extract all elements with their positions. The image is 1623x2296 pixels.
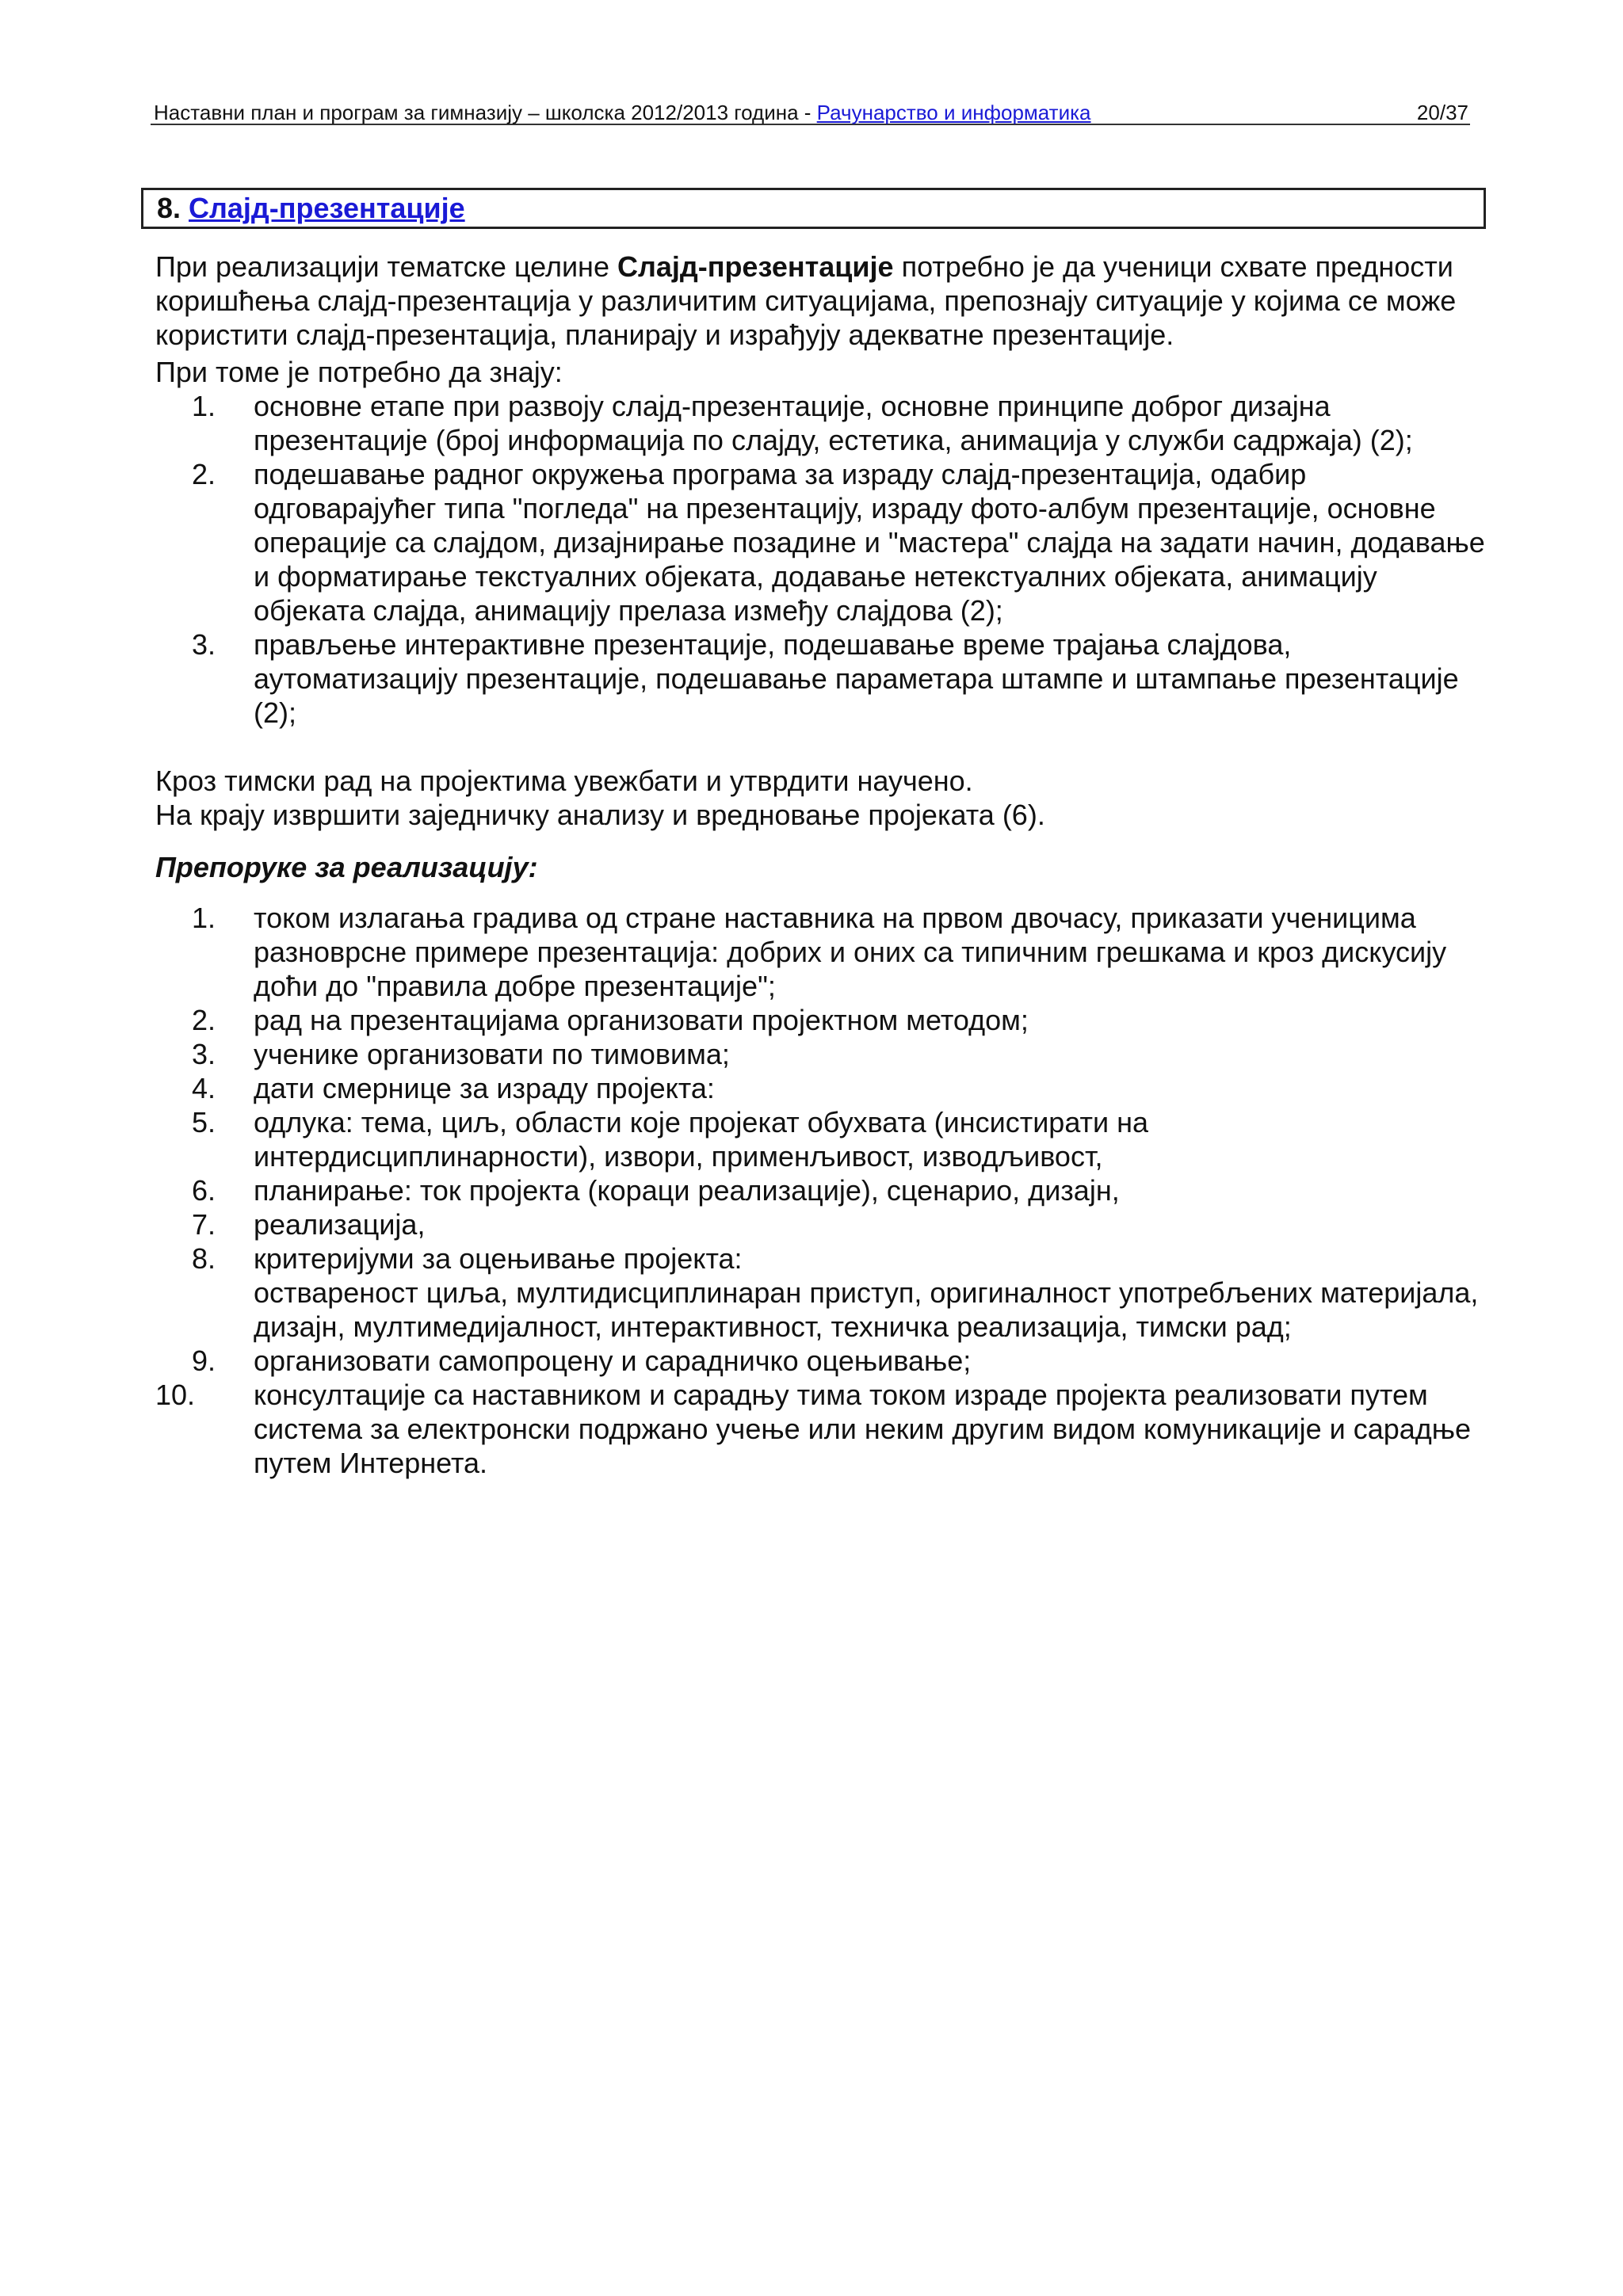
list-item bbox=[155, 457, 1487, 627]
list-text: дати смернице за израду пројекта: bbox=[254, 1072, 715, 1104]
list-number: 1. bbox=[192, 902, 216, 934]
knowledge-list bbox=[155, 389, 1487, 730]
list-text: организовати самопроцену и сарадничко оцењивање; bbox=[254, 1344, 972, 1377]
list-item bbox=[155, 901, 1487, 1003]
list-item bbox=[155, 1105, 1487, 1173]
header-subject-link[interactable]: Рачунарство и информатика bbox=[816, 101, 1091, 124]
closing-line-2: На крају извршити заједничку анализу и вредновање пројеката (6). bbox=[155, 799, 1045, 831]
header-title bbox=[154, 95, 1091, 130]
list-item bbox=[155, 627, 1487, 730]
list-text: рад на презентацијама организовати пројектном методом; bbox=[254, 1004, 1029, 1036]
list-item bbox=[155, 1344, 1487, 1378]
recommendations-title: Препоруке за реализацију: bbox=[155, 851, 538, 883]
list-number: 5. bbox=[192, 1106, 216, 1138]
list-text: планирање: ток пројекта (кораци реализације), сценарио, дизајн, bbox=[254, 1174, 1120, 1207]
list-number: 4. bbox=[192, 1072, 216, 1104]
section-title-link[interactable]: Слајд-презентације bbox=[189, 192, 465, 224]
list-text-continuation: оствареност циља, мултидисциплинаран приступ, оригиналност употребљених материјала, дизајн, мултимедијалност, интерактивност, техничка реализација, тимски рад; bbox=[254, 1276, 1479, 1343]
list-number: 3. bbox=[192, 1038, 216, 1070]
list-number: 9. bbox=[192, 1344, 216, 1377]
list-number: 1. bbox=[192, 390, 216, 422]
list-number: 3. bbox=[192, 628, 216, 661]
list-text: током излагања градива од стране наставника на првом двочасу, приказати ученицима разноврсне примере презентација: добрих и оних са типичним грешкама и кроз дискусију доћи до "правила добре презентације"; bbox=[254, 902, 1447, 1002]
list-item bbox=[155, 1241, 1487, 1344]
list-text: ученике организовати по тимовима; bbox=[254, 1038, 730, 1070]
intro-text-end: потребно је да ученици схвате предности коришћења слајд-презентација у различитим ситуацијама, препознају ситуације у којима се може користити слајд-презентација, планирају и израђују адекватне презентације. bbox=[155, 250, 1457, 351]
section-heading bbox=[141, 188, 1486, 229]
list-text: прављење интерактивне презентације, подешавање време трајања слајдова, аутоматизацију презентације, подешавање параметара штампе и штампање презентације (2); bbox=[254, 628, 1459, 729]
closing-line-1: Кроз тимски рад на пројектима увежбати и утврдити научено. bbox=[155, 765, 973, 797]
list-text: критеријуми за оцењивање пројекта: bbox=[254, 1242, 743, 1275]
list-number: 2. bbox=[192, 1004, 216, 1036]
list-text: консултације са наставником и сарадњу тима током израде пројекта реализовати путем система за електронски подржано учење или неким другим видом комуникације и сарадње путем Интернета. bbox=[254, 1379, 1472, 1479]
list-item bbox=[155, 1378, 1487, 1480]
list-number: 2. bbox=[192, 458, 216, 490]
list-text: подешавање радног окружења програма за израду слајд-презентација, одабир одговарајућег типа "погледа" на презентацију, израду фото-албум презентације, основне операције са слајдом, дизајнирање позадине и "мастера" слајда на задати начин, додавање и форматирање текстуалних објеката, додавање нетекстуалних објеката, анимацију објеката слајда, анимацију прелаза између слајдова (2); bbox=[254, 458, 1485, 627]
list-text: реализација, bbox=[254, 1208, 426, 1241]
list-item bbox=[155, 1003, 1487, 1037]
knowledge-lead: При томе је потребно да знају: bbox=[155, 356, 563, 388]
list-number: 10. bbox=[155, 1379, 196, 1411]
list-number: 6. bbox=[192, 1174, 216, 1207]
main-content bbox=[155, 250, 1487, 1480]
recommendations-list bbox=[155, 901, 1487, 1480]
page-header bbox=[151, 89, 1470, 125]
intro-text-start: При реализацији тематске целине bbox=[155, 250, 617, 283]
list-item bbox=[155, 1207, 1487, 1241]
section-number: 8. bbox=[157, 192, 189, 224]
list-item bbox=[155, 1173, 1487, 1207]
list-text: одлука: тема, циљ, области које пројекат обухвата (инсистирати на интердисциплинарности), извори, применљивост, изводљивост, bbox=[254, 1106, 1149, 1173]
list-number: 7. bbox=[192, 1208, 216, 1241]
list-number: 8. bbox=[192, 1242, 216, 1275]
page-number: 20/37 bbox=[1416, 101, 1468, 124]
intro-paragraph bbox=[155, 250, 1487, 352]
intro-bold-term: Слајд-презентације bbox=[617, 250, 894, 283]
list-item bbox=[155, 389, 1487, 457]
list-item bbox=[155, 1037, 1487, 1071]
header-text: Наставни план и програм за гимназију – школска 2012/2013 година - bbox=[154, 101, 817, 124]
list-text: основне етапе при развоју слајд-презентације, основне принципе доброг дизајна презентације (број информација по слајду, естетика, анимација у служби садржаја) (2); bbox=[254, 390, 1413, 456]
list-item bbox=[155, 1071, 1487, 1105]
